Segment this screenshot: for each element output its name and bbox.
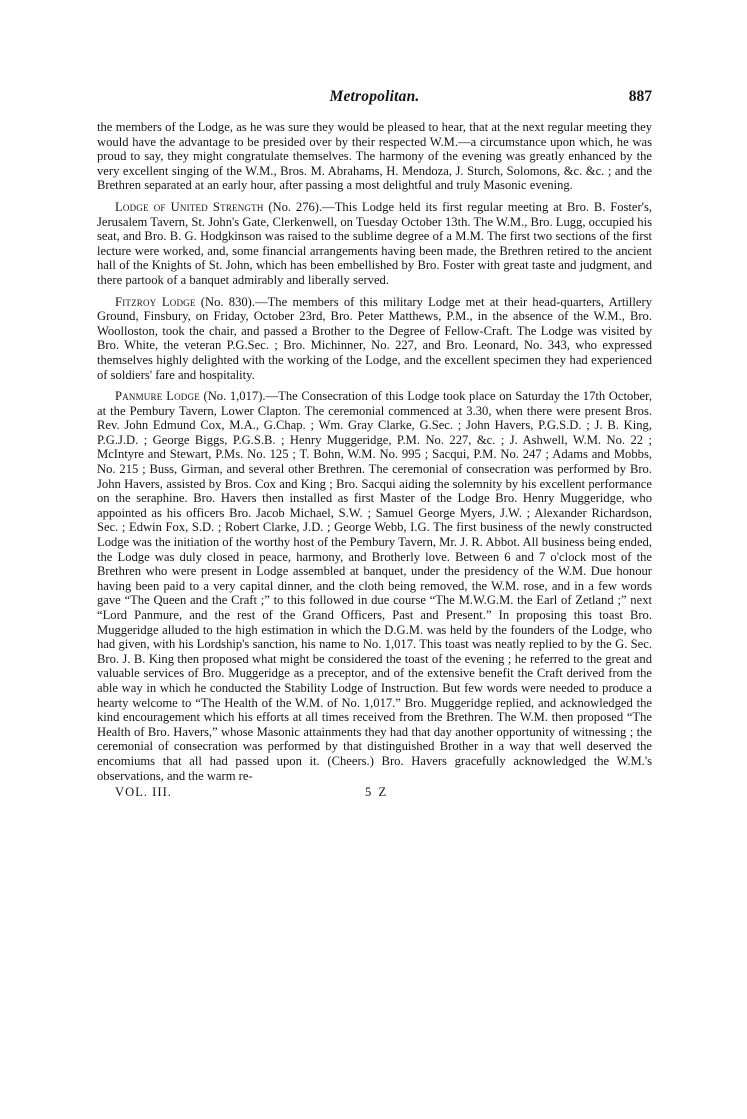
page-footer: [97, 785, 652, 803]
paragraph-text: (No. 1,017).—The Consecration of this Lodge took place on Saturday the 17th October, at the Pembury Tavern, Lower Clapton. The ceremonial commenced at 3.30, when there were present Bros. Rev. John Edmund Cox, M.A., G.Chap. ; Wm. Gray Clarke, G.Sec. ; John Havers, P.G.S.D. ; J. B. King, P.G.J.D. ; George Biggs, P.G.S.B. ; Henry Muggeridge, P.M. No. 227, &c. ; J. Ashwell, W.M. No. 22 ; McIntyre and Stewart, P.Ms. No. 125 ; T. Bohn, W.M. No. 995 ; Sacqui, P.M. No. 247 ; Adams and Mobbs, No. 215 ; Buss, Girman, and several other Brethren. The ceremonial of consecration was performed by Bro. John Havers, assisted by Bros. Cox and King ; Bro. Sacqui aiding the solemnity by his excellent performance on the seraphine. Bro. Havers then installed as first Master of the Lodge Bro. Henry Muggeridge, who appointed as his officers Bro. Jacob Michael, S.W. ; Samuel George Myers, J.W. ; Alexander Richardson, Sec. ; Edwin Fox, S.D. ; Robert Clarke, J.D. ; George Webb, I.G. The first business of the newly constructed Lodge was the initiation of the worthy host of the Pembury Tavern, Mr. J. R. Abbot. All business being ended, the Lodge was duly closed in peace, harmony, and Brotherly love. Between 6 and 7 o'clock most of the Brethren who were present in Lodge assembled at banquet, under the presidency of the W.M. Due honour having been paid to a very capital dinner, and the cloth being removed, the W.M. rose, and in a few words gave “The Queen and the Craft ;” to this followed in due course “The M.W.G.M. the Earl of Zetland ;” next “Lord Panmure, and the rest of the Grand Officers, Past and Present.” In proposing this toast Bro. Muggeridge alluded to the high estimation in which the D.G.M. was held by the founders of the Lodge, who had given, with his Lordship's sanction, his name to No. 1,017. This toast was neatly replied to by the G. Sec. Bro. J. B. King then proposed what might be considered the toast of the evening ; he referred to the great and valuable services of Bro. Muggeridge as a preceptor, and of the extensive benefit the Craft derived from the able way in which he conducted the Stability Lodge of Instruction. But few words were needed to produce a hearty welcome to “The Health of the W.M. of No. 1,017.” Bro. Muggeridge replied, and acknowledged the kind encouragement which his efforts at all times received from the Brethren. The W.M. then proposed “The Health of Bro. Havers,” whose Masonic attainments they had that day another opportunity of witnessing ; the ceremonial of consecration was performed by that distinguished Brother in a way that well deserved the encomiums that all had passed upon it. (Cheers.) Bro. Havers gracefully acknowledged the W.M.'s observations, and the warm re-: [97, 389, 652, 783]
paragraph-text: (No. 830).—The members of this military Lodge met at their head-quarters, Artillery Ground, Finsbury, on Friday, October 23rd, Bro. Peter Matthews, P.M., in the absence of the W.M., Bro. Woolloston, took the chair, and passed a Brother to the Degree of Fellow-Craft. The Lodge was visited by Bro. White, the veteran P.G.Sec. ; Bro. Michinner, No. 227, and Bro. Leonard, No. 343, who expressed themselves highly delighted with the working of the Lodge, and the excellent specimen they had experienced of soldiers' fare and hospitality.: [97, 294, 652, 382]
page: [97, 88, 652, 803]
page-header: [97, 88, 652, 110]
paragraph-united-strength: [97, 200, 652, 288]
lodge-name: Panmure Lodge: [115, 389, 200, 404]
lodge-name: Fitzroy Lodge: [115, 294, 196, 309]
paragraph-continuation: [97, 120, 652, 193]
signature-mark: 5 Z: [365, 785, 389, 800]
paragraph-text: (No. 276).—This Lodge held its first regular meeting at Bro. B. Foster's, Jerusalem Tavern, St. John's Gate, Clerkenwell, on Tuesday October 13th. The W.M., Bro. Lugg, occupied his seat, and Bro. B. G. Hodgkinson was raised to the sublime degree of a M.M. The first two sections of the first lecture were worked, and, some financial arrangements having been made, the Brethren retired to the ancient hall of the Knights of St. John, which has been embellished by Bro. Foster with great taste and judgment, and there partook of a banquet admirably and liberally served.: [97, 199, 652, 287]
running-title: Metropolitan.: [329, 88, 420, 105]
paragraph-panmure: [97, 389, 652, 783]
lodge-name: Lodge of United Strength: [115, 199, 264, 214]
volume-label: VOL. III.: [115, 785, 172, 800]
paragraph-fitzroy: [97, 295, 652, 383]
paragraph-text: the members of the Lodge, as he was sure they would be pleased to hear, that at the next regular meeting they would have the advantage to be presided over by their respected W.M.—a circumstance upon which, he was proud to say, they might congratulate themselves. The harmony of the evening was greatly enhanced by the very excellent singing of the W.M., Bros. M. Abrahams, H. Mendoza, J. Sturch, Solomons, &c. &c. ; and the Brethren separated at an early hour, after passing a most delightful and truly Masonic evening.: [97, 120, 652, 193]
page-number: 887: [628, 88, 652, 105]
